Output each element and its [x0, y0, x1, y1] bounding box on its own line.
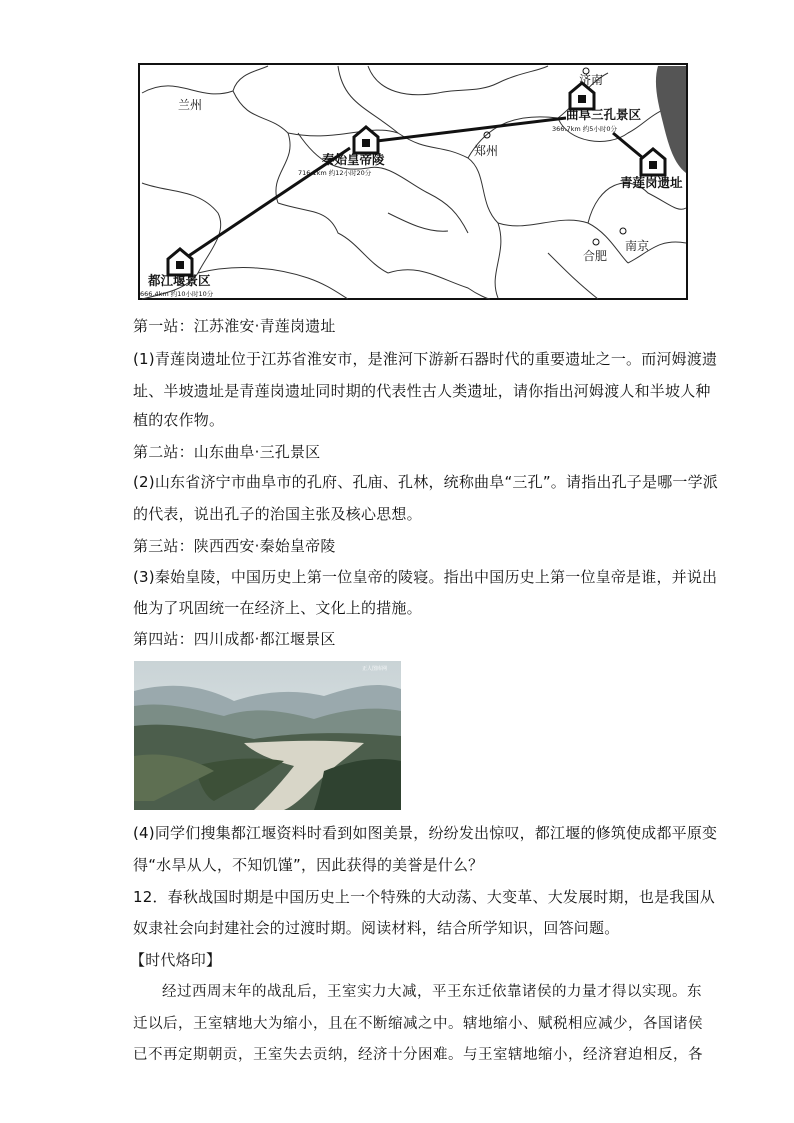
site-label-qinglian: 青莲岗遗址	[620, 175, 683, 190]
station2-title: 第二站：山东曲阜·三孔景区	[133, 443, 321, 461]
city-label-zhengzhou: 郑州	[474, 144, 499, 158]
route-map-svg	[138, 63, 688, 300]
site-label-qinshihuang: 秦始皇帝陵	[322, 152, 385, 167]
city-label-hefei: 合肥	[583, 249, 608, 263]
landscape-image	[134, 661, 401, 810]
station1-question-line: (1)青莲岗遗址位于江苏省淮安市，是淮河下游新石器时代的重要遗址之一。而河姆渡遗	[133, 350, 718, 368]
photo-watermark: 正人图库网	[362, 666, 388, 672]
station3-title: 第三站：陕西西安·秦始皇帝陵	[133, 537, 336, 555]
city-label-lanzhou: 兰州	[178, 98, 203, 112]
station4-question-line: 得“水旱从人，不知饥馑”，因此获得的美誉是什么？	[133, 856, 484, 874]
station2-question-line: 的代表，说出孔子的治国主张及核心思想。	[133, 505, 422, 523]
q12-line: 12．春秋战国时期是中国历史上一个特殊的大动荡、大变革、大发展时期，也是我国从	[133, 888, 715, 906]
station1-question-line: 址、半坡遗址是青莲岗遗址同时期的代表性古人类遗址，请你指出河姆渡人和半坡人种	[133, 382, 711, 400]
site-label-dujiangyan: 都江堰景区	[148, 273, 211, 288]
route-note-dujiang: 666.4km 约10小时10分	[140, 290, 214, 298]
station2-question-line: (2)山东省济宁市曲阜市的孔府、孔庙、孔林，统称曲阜“三孔”。请指出孔子是哪一学派	[133, 473, 718, 491]
route-note-qin: 716.1km 约12小时20分	[298, 169, 372, 177]
station3-question-line: 他为了巩固统一在经济上、文化上的措施。	[133, 599, 422, 617]
q12-line: 奴隶社会向封建社会的过渡时期。阅读材料，结合所学知识，回答问题。	[133, 919, 620, 937]
q12-section-title: 【时代烙印】	[130, 951, 222, 969]
station4-title: 第四站：四川成都·都江堰景区	[133, 630, 336, 648]
station1-question-line: 植的农作物。	[133, 411, 225, 429]
city-label-jinan: 济南	[579, 73, 604, 87]
material-line: 迁以后，王室辖地大为缩小，且在不断缩减之中。辖地缩小、赋税相应减少，各国诸侯	[133, 1016, 703, 1032]
dujiangyan-photo	[134, 661, 401, 810]
material-line: 已不再定期朝贡，王室失去贡纳，经济十分困难。与王室辖地缩小，经济窘迫相反，各	[133, 1047, 703, 1063]
material-line: 经过西周末年的战乱后，王室实力大减，平王东迁依靠诸侯的力量才得以实现。东	[162, 984, 702, 1000]
station1-title: 第一站：江苏淮安·青莲岗遗址	[133, 317, 336, 335]
route-map	[138, 63, 688, 300]
station3-question-line: (3)秦始皇陵，中国历史上第一位皇帝的陵寝。指出中国历史上第一位皇帝是谁，并说出	[133, 568, 718, 586]
station4-question-line: (4)同学们搜集都江堰资料时看到如图美景，纷纷发出惊叹，都江堰的修筑使成都平原变	[133, 824, 718, 842]
route-note-qufu: 366.7km 约5小时0分	[552, 125, 618, 133]
city-label-nanjing: 南京	[625, 239, 650, 253]
site-label-qufu: 曲阜三孔景区	[566, 107, 642, 122]
